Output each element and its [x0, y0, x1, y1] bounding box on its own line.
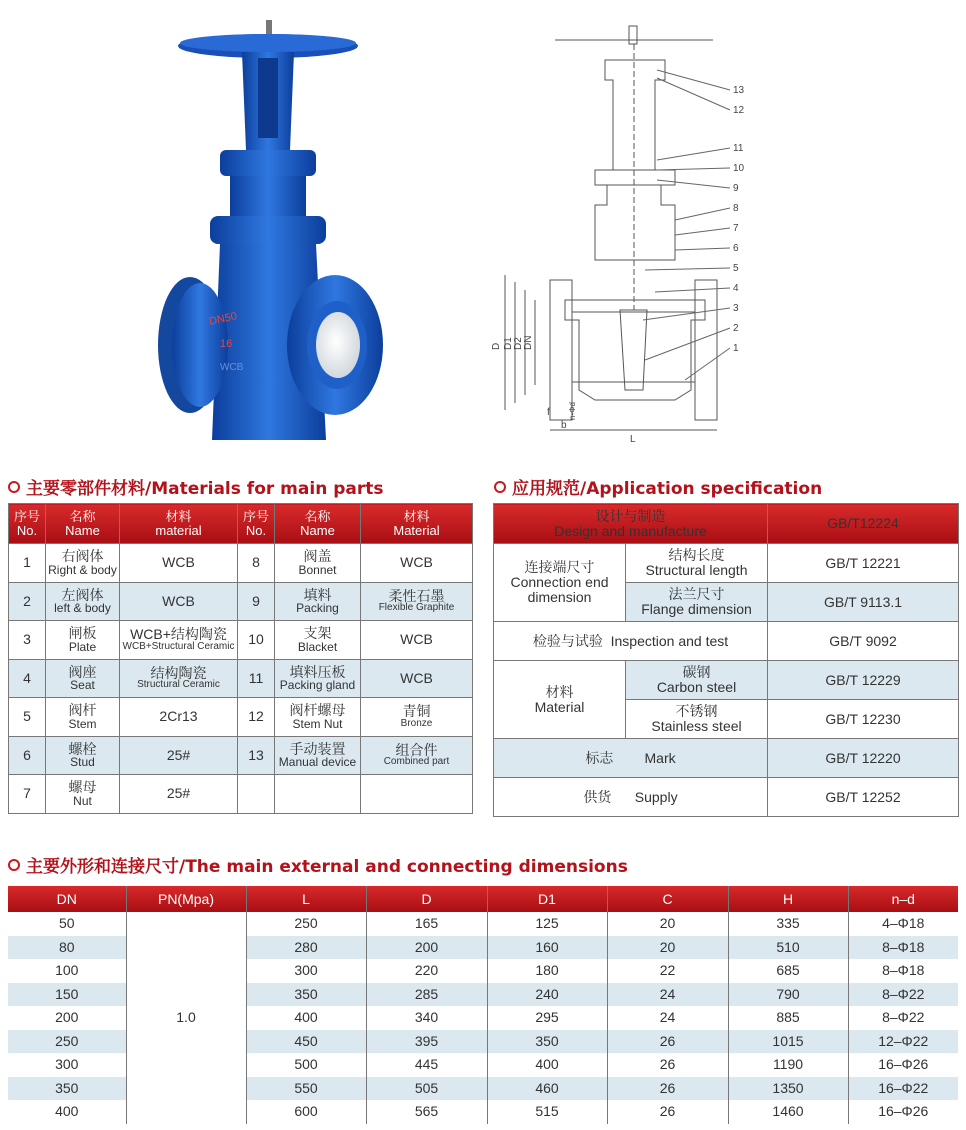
parts-row — [9, 621, 473, 660]
dims-cell-d: 220 — [366, 959, 487, 983]
spec-flange-dimension: 法兰尺寸 Flange dimension — [626, 583, 768, 622]
part-material: WCB — [361, 621, 473, 660]
spec-mark-label: 标志 Mark — [494, 739, 768, 778]
dims-cell-h: 790 — [728, 983, 848, 1007]
parts-row — [9, 736, 473, 775]
dims-cell-l: 280 — [246, 936, 366, 960]
parts-table — [8, 503, 473, 814]
part-no: 11 — [238, 659, 275, 698]
dims-cell-d: 565 — [366, 1100, 487, 1124]
parts-header-row — [9, 504, 473, 544]
dim-b: b — [561, 420, 567, 431]
dims-cell-c: 26 — [607, 1030, 728, 1054]
col-nd: n–d — [848, 886, 958, 912]
parts-row — [9, 544, 473, 583]
dims-cell-d1: 350 — [487, 1030, 607, 1054]
dims-cell-dn: 80 — [8, 936, 126, 960]
dims-cell-nd: 16–Φ26 — [848, 1053, 958, 1077]
spec-flange-value: GB/T 9113.1 — [768, 583, 959, 622]
part-no: 6 — [9, 736, 46, 775]
dim-d1: D1 — [503, 337, 514, 350]
spec-table — [493, 503, 959, 817]
part-material: 25# — [120, 736, 238, 775]
spec-stainless-steel: 不锈钢 Stainless steel — [626, 700, 768, 739]
dims-cell-nd: 8–Φ22 — [848, 1006, 958, 1030]
part-no: 2 — [9, 582, 46, 621]
col-c: C — [607, 886, 728, 912]
valve-marking-2: 16 — [220, 338, 233, 350]
callout-7: 7 — [733, 223, 739, 234]
dims-cell-d1: 515 — [487, 1100, 607, 1124]
dims-cell-h: 1190 — [728, 1053, 848, 1077]
dims-cell-d: 505 — [366, 1077, 487, 1101]
dims-cell-d1: 180 — [487, 959, 607, 983]
valve-marking-1: DN50 — [208, 310, 239, 328]
dims-cell-nd: 16–Φ22 — [848, 1077, 958, 1101]
part-material: 组合件 Combined part — [361, 736, 473, 775]
gate-valve-photo — [150, 10, 390, 455]
dims-cell-d: 445 — [366, 1053, 487, 1077]
part-no: 12 — [238, 698, 275, 737]
part-name: 阀杆螺母 Stem Nut — [275, 698, 361, 737]
col-l: L — [246, 886, 366, 912]
dims-cell-l: 500 — [246, 1053, 366, 1077]
sectional-drawing — [491, 20, 755, 450]
dim-nd: n-Φd — [568, 402, 577, 420]
spec-mark-value: GB/T 12220 — [768, 739, 959, 778]
part-name: 阀杆 Stem — [46, 698, 120, 737]
dims-cell-d: 285 — [366, 983, 487, 1007]
dims-cell-h: 685 — [728, 959, 848, 983]
parts-row — [9, 775, 473, 814]
col-h: H — [728, 886, 848, 912]
dim-f: f — [547, 407, 550, 418]
part-material: 青铜 Bronze — [361, 698, 473, 737]
bullet-ring-icon — [8, 859, 20, 871]
dimensions-table — [8, 886, 958, 1124]
dims-cell-l: 550 — [246, 1077, 366, 1101]
dims-cell-d: 200 — [366, 936, 487, 960]
part-material: 柔性石墨 Flexible Graphite — [361, 582, 473, 621]
dims-cell-dn: 200 — [8, 1006, 126, 1030]
dim-dn: DN — [523, 335, 534, 350]
dims-cell-dn: 400 — [8, 1100, 126, 1124]
part-name: 右阀体 Right & body — [46, 544, 120, 583]
callout-3: 3 — [733, 303, 739, 314]
callout-1: 1 — [733, 343, 739, 354]
spec-stainless-value: GB/T 12230 — [768, 700, 959, 739]
callout-8: 8 — [733, 203, 739, 214]
dims-cell-nd: 12–Φ22 — [848, 1030, 958, 1054]
spec-inspection-label: 检验与试验 Inspection and test — [494, 622, 768, 661]
dims-cell-dn: 250 — [8, 1030, 126, 1054]
dims-header-row — [8, 886, 958, 912]
spec-structural-length: 结构长度 Structural length — [626, 544, 768, 583]
part-material: WCB+结构陶瓷 WCB+Structural Ceramic — [120, 621, 238, 660]
part-material: WCB — [361, 544, 473, 583]
dims-cell-c: 22 — [607, 959, 728, 983]
dims-cell-l: 450 — [246, 1030, 366, 1054]
part-material: 25# — [120, 775, 238, 814]
spec-section-title: 应用规范/Application specification — [494, 474, 822, 499]
dims-cell-c: 26 — [607, 1100, 728, 1124]
dims-cell-d1: 240 — [487, 983, 607, 1007]
col-material-2: 材料 Material — [361, 504, 473, 544]
valve-marking-3: WCB — [220, 362, 244, 373]
part-no: 7 — [9, 775, 46, 814]
callout-12: 12 — [733, 105, 745, 116]
spec-design-label: 设计与制造 Design and manufacture — [494, 504, 768, 544]
part-material — [361, 775, 473, 814]
callout-4: 4 — [733, 283, 739, 294]
col-no-2: 序号 No. — [238, 504, 275, 544]
callout-2: 2 — [733, 323, 739, 334]
dims-cell-nd: 8–Φ18 — [848, 936, 958, 960]
part-material: WCB — [361, 659, 473, 698]
col-name-2: 名称 Name — [275, 504, 361, 544]
spec-carbon-value: GB/T 12229 — [768, 661, 959, 700]
spec-connection-label: 连接端尺寸 Connection end dimension — [494, 544, 626, 622]
dims-cell-l: 350 — [246, 983, 366, 1007]
parts-row — [9, 582, 473, 621]
callout-10: 10 — [733, 163, 745, 174]
part-name — [275, 775, 361, 814]
parts-section-title: 主要零部件材料/Materials for main parts — [8, 474, 383, 499]
part-name: 填料 Packing — [275, 582, 361, 621]
dims-cell-l: 250 — [246, 912, 366, 936]
dims-cell-c: 26 — [607, 1053, 728, 1077]
dims-cell-c: 20 — [607, 912, 728, 936]
dims-cell-d1: 295 — [487, 1006, 607, 1030]
part-name: 支架 Blacket — [275, 621, 361, 660]
pn-value: 1.0 — [126, 912, 246, 1124]
col-d: D — [366, 886, 487, 912]
parts-row — [9, 698, 473, 737]
dims-cell-c: 26 — [607, 1077, 728, 1101]
dims-cell-nd: 16–Φ26 — [848, 1100, 958, 1124]
dims-cell-d: 340 — [366, 1006, 487, 1030]
callout-9: 9 — [733, 183, 739, 194]
col-no-1: 序号 No. — [9, 504, 46, 544]
dims-cell-h: 335 — [728, 912, 848, 936]
spec-structural-value: GB/T 12221 — [768, 544, 959, 583]
part-name: 螺栓 Stud — [46, 736, 120, 775]
dims-cell-c: 24 — [607, 983, 728, 1007]
dims-cell-l: 300 — [246, 959, 366, 983]
part-no: 3 — [9, 621, 46, 660]
spec-supply-value: GB/T 12252 — [768, 778, 959, 817]
col-d1: D1 — [487, 886, 607, 912]
dims-cell-c: 20 — [607, 936, 728, 960]
dims-cell-h: 1460 — [728, 1100, 848, 1124]
dims-cell-d1: 400 — [487, 1053, 607, 1077]
part-no: 13 — [238, 736, 275, 775]
dims-cell-h: 510 — [728, 936, 848, 960]
part-name: 手动装置 Manual device — [275, 736, 361, 775]
part-no: 10 — [238, 621, 275, 660]
part-material: 2Cr13 — [120, 698, 238, 737]
dim-d: D — [491, 342, 502, 350]
col-material-1: 材料 material — [120, 504, 238, 544]
spec-header-row — [494, 504, 959, 544]
dims-cell-c: 24 — [607, 1006, 728, 1030]
part-no: 1 — [9, 544, 46, 583]
part-no: 5 — [9, 698, 46, 737]
dims-cell-d1: 125 — [487, 912, 607, 936]
dims-cell-d: 165 — [366, 912, 487, 936]
dims-cell-l: 400 — [246, 1006, 366, 1030]
parts-row — [9, 659, 473, 698]
part-material: 结构陶瓷 Structural Ceramic — [120, 659, 238, 698]
part-material: WCB — [120, 544, 238, 583]
bullet-ring-icon — [494, 481, 506, 493]
dims-cell-dn: 300 — [8, 1053, 126, 1077]
dims-cell-h: 1350 — [728, 1077, 848, 1101]
dims-row — [8, 912, 958, 936]
dims-cell-d1: 460 — [487, 1077, 607, 1101]
part-name: 阀盖 Bonnet — [275, 544, 361, 583]
part-name: 填料压板 Packing gland — [275, 659, 361, 698]
dims-section-title: 主要外形和连接尺寸/The main external and connecting dimensions — [8, 852, 628, 877]
part-name: 阀座 Seat — [46, 659, 120, 698]
part-name: 闸板 Plate — [46, 621, 120, 660]
spec-carbon-steel: 碳钢 Carbon steel — [626, 661, 768, 700]
dims-cell-h: 885 — [728, 1006, 848, 1030]
spec-material-label: 材料 Material — [494, 661, 626, 739]
dims-cell-dn: 350 — [8, 1077, 126, 1101]
part-no — [238, 775, 275, 814]
dims-cell-nd: 8–Φ18 — [848, 959, 958, 983]
part-no: 4 — [9, 659, 46, 698]
dims-cell-dn: 100 — [8, 959, 126, 983]
callout-13: 13 — [733, 85, 745, 96]
dims-cell-dn: 50 — [8, 912, 126, 936]
part-no: 8 — [238, 544, 275, 583]
part-name: 螺母 Nut — [46, 775, 120, 814]
dims-cell-d: 395 — [366, 1030, 487, 1054]
dims-cell-nd: 8–Φ22 — [848, 983, 958, 1007]
part-no: 9 — [238, 582, 275, 621]
part-name: 左阀体 left & body — [46, 582, 120, 621]
callout-11: 11 — [733, 143, 744, 154]
dims-cell-d1: 160 — [487, 936, 607, 960]
dim-d2: D2 — [513, 337, 524, 350]
bullet-ring-icon — [8, 481, 20, 493]
dims-cell-h: 1015 — [728, 1030, 848, 1054]
callout-6: 6 — [733, 243, 739, 254]
dims-cell-dn: 150 — [8, 983, 126, 1007]
dim-l: L — [630, 434, 636, 445]
dims-cell-l: 600 — [246, 1100, 366, 1124]
dims-cell-nd: 4–Φ18 — [848, 912, 958, 936]
callout-5: 5 — [733, 263, 739, 274]
spec-inspection-value: GB/T 9092 — [768, 622, 959, 661]
part-material: WCB — [120, 582, 238, 621]
spec-design-value: GB/T12224 — [768, 504, 959, 544]
col-name-1: 名称 Name — [46, 504, 120, 544]
col-dn: DN — [8, 886, 126, 912]
col-pn: PN(Mpa) — [126, 886, 246, 912]
spec-supply-label: 供货 Supply — [494, 778, 768, 817]
